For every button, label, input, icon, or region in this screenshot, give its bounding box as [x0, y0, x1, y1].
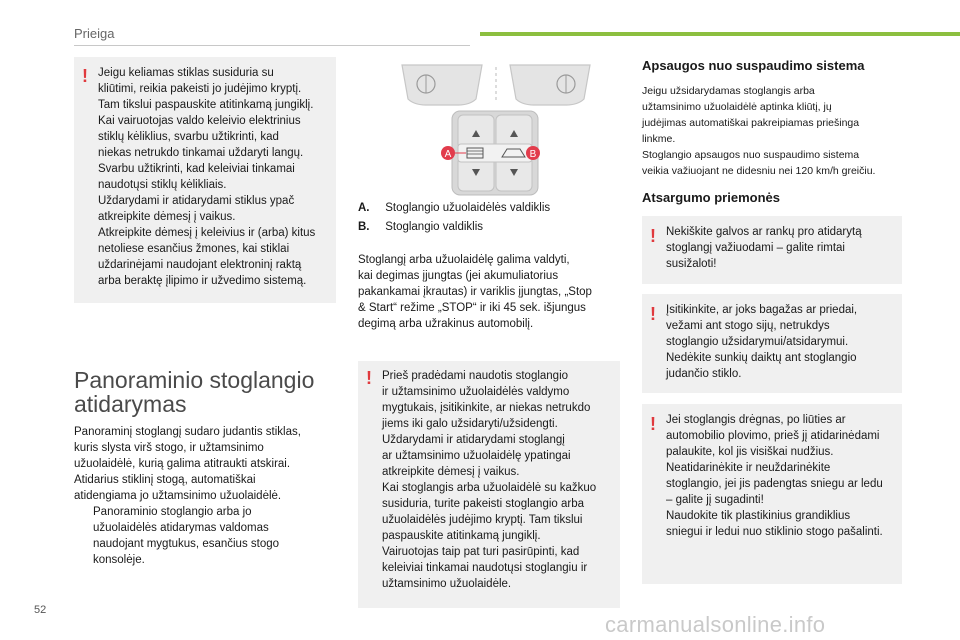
legend-text: Stoglangio užuolaidėlės valdiklis: [385, 202, 551, 214]
warning-icon: !: [650, 304, 656, 324]
warning-icon: !: [650, 226, 656, 246]
label-a: A: [444, 149, 452, 160]
label-b: B: [529, 149, 537, 160]
page-number: 52: [34, 604, 47, 616]
warning-note-window: [74, 57, 336, 303]
precaution-note: [642, 404, 902, 584]
warning-note-text: Jeigu keliamas stiklas susiduria su kliūtimi, reikia pakeisti jo judėjimo kryptį. Tam tikslui paspauskite atitinkamą jungiklį. Kai vairuotojas valdo keleivio elektrinius stiklų kėliklius, svarbu užtikrinti, kad niekas netrukdo tinkamai uždaryti langų. Svarbu užtikrinti, kad keleiviai tinkamai naudotųsi stiklų kėlikliais. Uždarydami ir atidarydami stiklus ypač atkreipkite dėmesį į vaikus. Atkreipkite dėmesį į keleivius ir (arba) kitus netoliese esančius žmones, kai stiklai uždarinėjami naudojant elektroninį raktą arba beraktę įlipimo ir užvedimo sistemą.: [98, 67, 316, 287]
label-a-marker: [441, 146, 455, 160]
roof-console-diagram: [396, 55, 596, 200]
legend-text: Stoglangio valdiklis: [385, 221, 484, 233]
precaution-note: [642, 216, 902, 284]
section-heading: [74, 368, 344, 416]
legend-row: [358, 219, 618, 235]
heading-line-1: Panoraminio stoglangio: [74, 367, 315, 393]
watermark: carmanualsonline.info: [605, 612, 826, 637]
legend-row: [358, 200, 618, 216]
pinch-protection-heading: Apsaugos nuo suspaudimo sistema: [642, 58, 865, 73]
warning-note-window: [358, 361, 620, 608]
precautions-heading: Atsargumo priemonės: [642, 190, 780, 205]
header-accent-rule: [480, 32, 960, 36]
bullet-text: Panoraminio stoglangio arba jo užuolaidėlės atidarymas valdomas naudojant mygtukus, esančius stogo konsolėje.: [93, 506, 280, 566]
pinch-protection-text: Jeigu užsidarydamas stoglangis arba užtamsinimo užuolaidėlė aptinka kliūtį, jų judėjimas automatiškai pakreipiamas priešinga linkme. Stoglangio apsaugos nuo suspaudimo sistema veikia važiuojant ne didesniu nei 120 km/h greičiu.: [642, 85, 876, 177]
precaution-note: [642, 294, 902, 393]
precaution-note-text: Nekiškite galvos ar rankų pro atidarytą stoglangį važiuodami – galite rimtai susižaloti!: [666, 226, 862, 270]
section-title: Prieiga: [74, 26, 115, 41]
header-divider: [74, 45, 470, 46]
label-b-marker: [526, 146, 540, 160]
precaution-note-text: Jei stoglangis drėgnas, po liūties ar automobilio plovimo, prieš jį atidarinėdami palaukite, kol jis visiškai nudžius. Neatidarinėkite ir neuždarinėkite stoglangio, jei jis padengtas sniegu ar ledu – galite jį sugadinti! Naudokite tik plastikinius grandiklius sniegui ir ledui nuo stiklinio stogo pašalinti.: [666, 414, 883, 538]
warning-icon: !: [82, 66, 88, 86]
warning-note-text: Prieš pradėdami naudotis stoglangio ir užtamsinimo užuolaidėlės valdymo mygtukais, įsitikinkite, ar niekas netrukdo jiems iki galo užsidaryti/užsidengti. Uždarydami ir atidarydami stoglangį ar užtamsinimo užuolaidėlę ypatingai atkreipkite dėmesį į vaikus. Kai stoglangis arba užuolaidėlė su kažkuo susiduria, turite pakeisti stoglangio arba užuolaidėlės judėjimo kryptį. Tam tikslui paspauskite atitinkamą jungiklį. Vairuotojas taip pat turi pasirūpinti, kad keleiviai tinkamai naudotųsi stoglangiu ir užtamsinimo užuolaidėle.: [382, 370, 597, 590]
precaution-note-text: Įsitikinkite, ar joks bagažas ar priedai, vežami ant stogo sijų, netrukdys stoglangio užsidarymui/atsidarymui. Nedėkite sunkių daiktų ant stoglangio judančio stiklo.: [666, 304, 858, 380]
legend-key: A.: [358, 202, 370, 214]
warning-icon: !: [650, 414, 656, 434]
panoramic-intro: Panoraminį stoglangį sudaro judantis stiklas, kuris slysta virš stogo, ir užtamsinimo užuolaidėlė, kurią galima atitraukti atskirai. Atidarius stiklinį stogą, automatiškai atidengiama jo užtamsinimo užuolaidėlė.: [74, 426, 301, 502]
legend-key: B.: [358, 221, 370, 233]
warning-icon: !: [366, 368, 372, 388]
bullet-item: [74, 504, 344, 568]
operation-conditions-text: Stoglangį arba užuolaidėlę galima valdyti, kai degimas įjungtas (jei akumuliatorius pakankamai įkrautas) ir variklis įjungtas, „Stop & Start“ režime „STOP“ ir iki 45 sek. išjungus degimą arba užrakinus automobilį.: [358, 254, 592, 330]
heading-line-2: atidarymas: [74, 391, 187, 417]
